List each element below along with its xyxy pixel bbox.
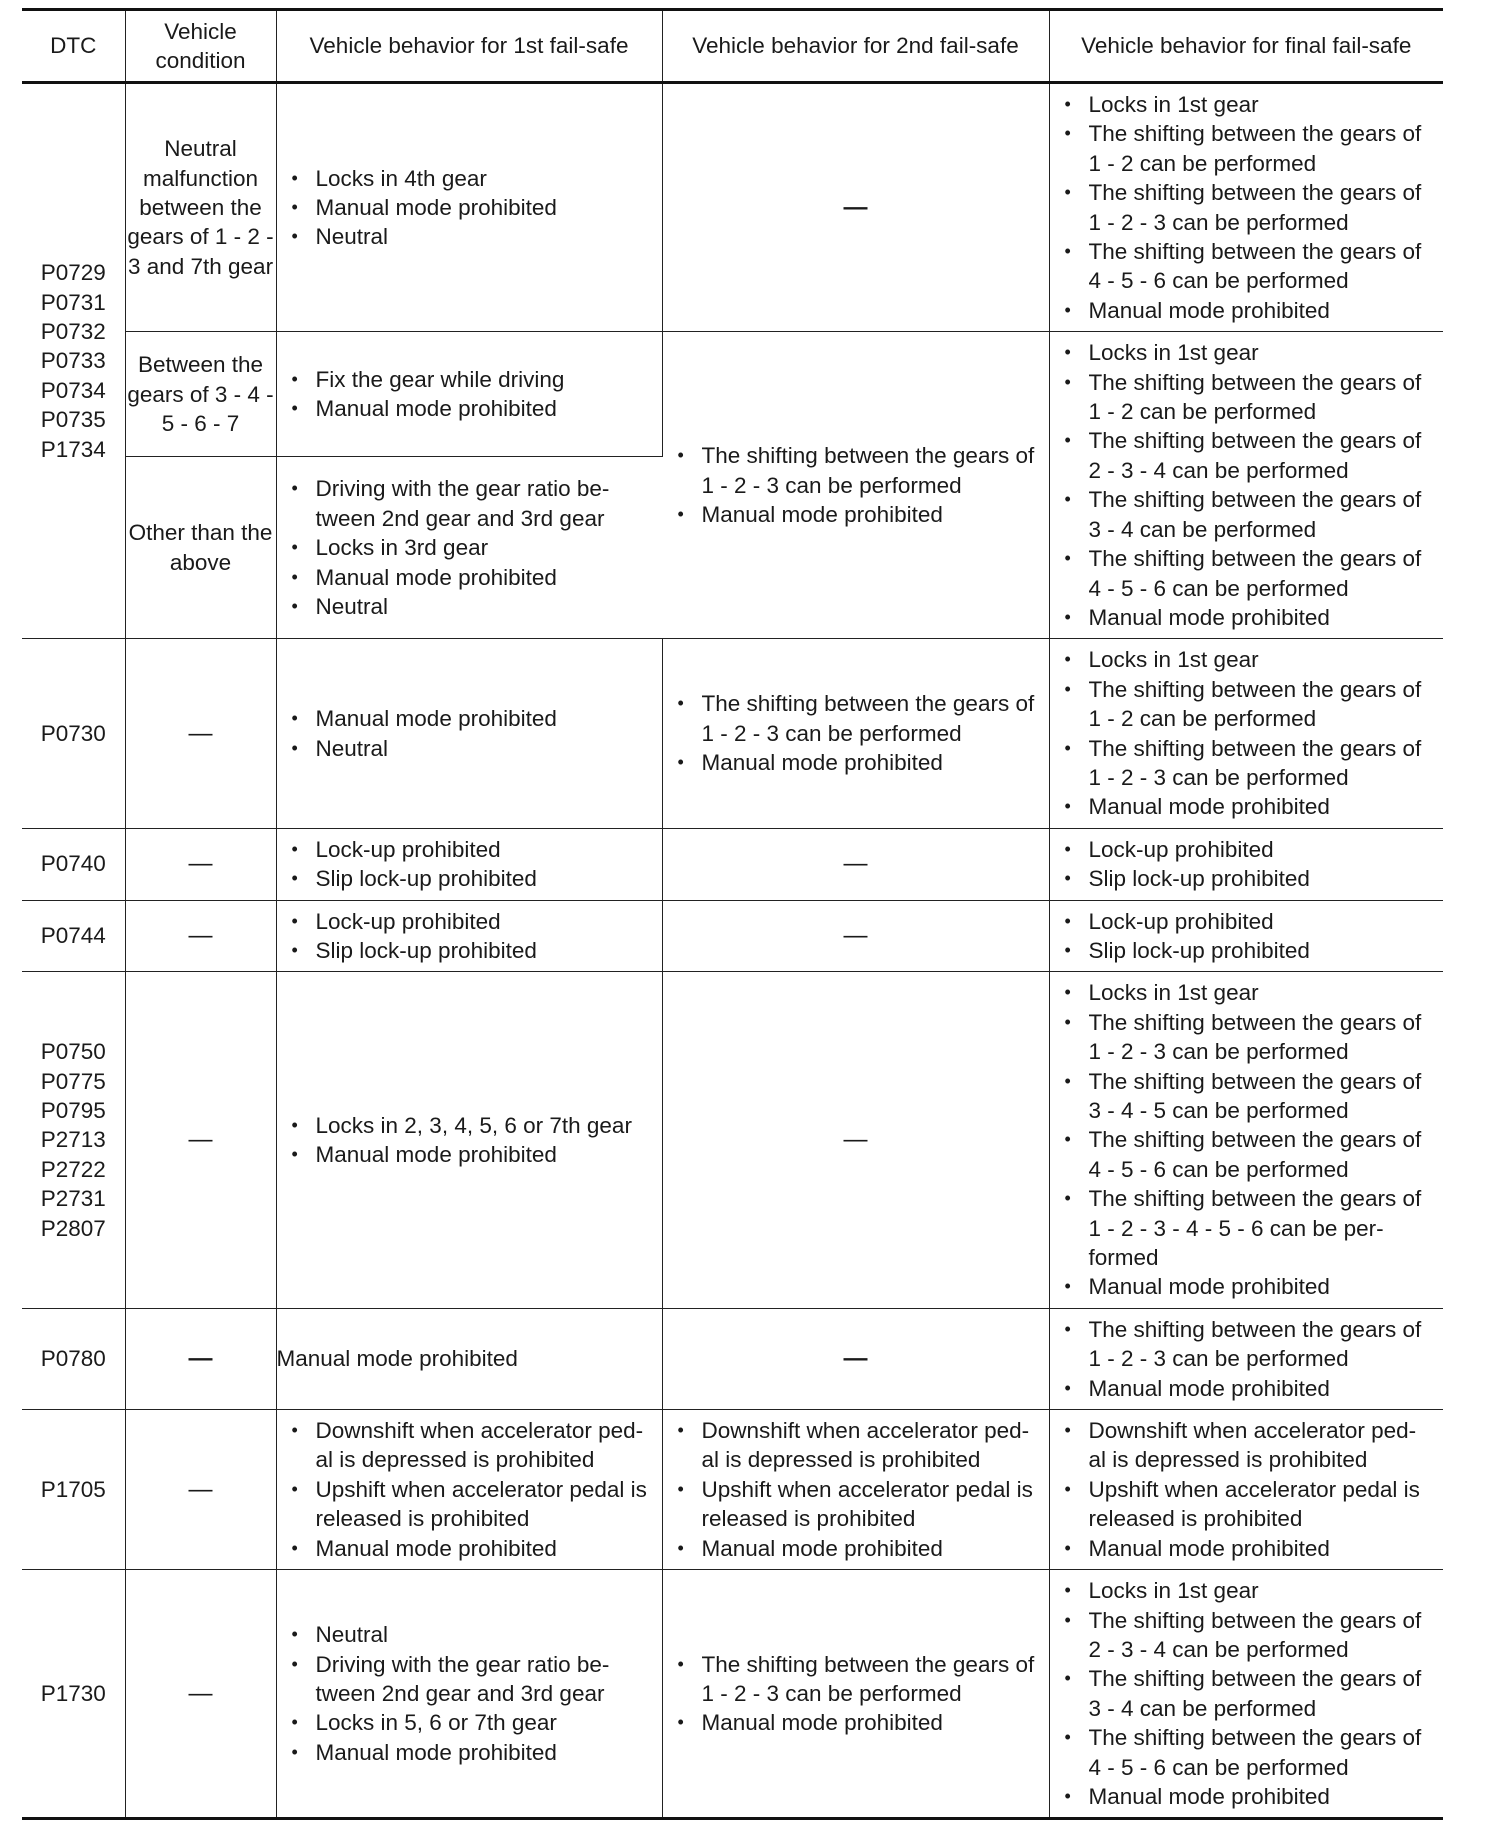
list-item: • The shifting between the gears of 1 - 2 - 3 can be performed bbox=[702, 1650, 1043, 1709]
list-item: • The shifting between the gears of 1 - 2 - 3 can be performed bbox=[1089, 1008, 1438, 1067]
first-fail-safe-cell: Manual mode prohibited bbox=[276, 1308, 662, 1409]
dtc-cell: P0744 bbox=[22, 900, 125, 972]
list-item: • The shifting between the gears of 4 - 5 - 6 can be performed bbox=[1089, 237, 1438, 296]
second-fail-safe-cell: — bbox=[662, 1308, 1049, 1409]
first-fail-safe-cell bbox=[276, 972, 662, 1308]
dtc-code: P1734 bbox=[40, 436, 106, 462]
list-item: • Locks in 1st gear bbox=[1089, 645, 1438, 674]
list-item: • Driving with the gear ratio be- tween 2nd gear and 3rd gear bbox=[316, 1650, 656, 1709]
list-item: • Slip lock-up prohibited bbox=[316, 864, 656, 893]
list-item: • Manual mode prohibited bbox=[316, 1738, 656, 1767]
list-item: • The shifting between the gears of 1 - 2 - 3 can be performed bbox=[702, 689, 1043, 748]
list-item: • Downshift when accelerator ped- al is depressed is prohibited bbox=[702, 1416, 1043, 1475]
final-fail-safe-cell bbox=[1049, 900, 1443, 972]
condition-cell: — bbox=[125, 1410, 276, 1570]
list-item: • The shifting between the gears of 4 - 5 - 6 can be performed bbox=[1089, 544, 1438, 603]
dtc-cell: P0740 bbox=[22, 828, 125, 900]
list-item: • Manual mode prohibited bbox=[1089, 1374, 1438, 1403]
dtc-cell bbox=[22, 83, 125, 639]
first-fail-safe-cell bbox=[276, 457, 662, 639]
list-item: • The shifting between the gears of 4 - 5 - 6 can be performed bbox=[1089, 1125, 1438, 1184]
second-fail-safe-cell: — bbox=[662, 83, 1049, 332]
list-item: • The shifting between the gears of 3 - 4 can be performed bbox=[1089, 1664, 1438, 1723]
condition-cell: — bbox=[125, 828, 276, 900]
table-row bbox=[22, 900, 1443, 972]
list-item: • Manual mode prohibited bbox=[316, 193, 656, 222]
dtc-code: P0731 bbox=[40, 289, 106, 315]
final-fail-safe-cell bbox=[1049, 1570, 1443, 1819]
condition-cell: — bbox=[125, 900, 276, 972]
condition-cell: — bbox=[125, 1308, 276, 1409]
list-item: • Locks in 3rd gear bbox=[316, 533, 657, 562]
dtc-code: P0732 bbox=[40, 319, 106, 345]
list-item: • Manual mode prohibited bbox=[1089, 1534, 1438, 1563]
condition-cell: — bbox=[125, 972, 276, 1308]
list-item: • Slip lock-up prohibited bbox=[1089, 936, 1438, 965]
list-item: • Neutral bbox=[316, 592, 657, 621]
second-fail-safe-cell bbox=[662, 1410, 1049, 1570]
final-fail-safe-cell bbox=[1049, 828, 1443, 900]
dtc-cell: P0780 bbox=[22, 1308, 125, 1409]
dtc-code: P0734 bbox=[40, 377, 106, 403]
first-fail-safe-cell bbox=[276, 83, 662, 332]
list-item: • The shifting between the gears of 1 - 2 - 3 can be performed bbox=[1089, 734, 1438, 793]
list-item: • The shifting between the gears of 1 - 2 - 3 can be performed bbox=[1089, 178, 1438, 237]
list-item: • Driving with the gear ratio be- tween 2nd gear and 3rd gear bbox=[316, 474, 657, 533]
condition-cell: Between the gears of 3 - 4 - 5 - 6 - 7 bbox=[125, 332, 276, 457]
header-row bbox=[22, 10, 1443, 83]
list-item: • The shifting between the gears of 3 - 4 can be performed bbox=[1089, 485, 1438, 544]
list-item: • Neutral bbox=[316, 734, 656, 763]
header-first-fail-safe: Vehicle behavior for 1st fail-safe bbox=[276, 10, 662, 83]
first-fail-safe-cell bbox=[276, 1570, 662, 1819]
list-item: • Slip lock-up prohibited bbox=[1089, 864, 1438, 893]
table-header bbox=[22, 10, 1443, 83]
list-item: • The shifting between the gears of 1 - 2 - 3 can be performed bbox=[702, 441, 1043, 500]
list-item: • Downshift when accelerator ped- al is depressed is prohibited bbox=[1089, 1416, 1438, 1475]
final-fail-safe-cell bbox=[1049, 332, 1443, 639]
list-item: • Locks in 2, 3, 4, 5, 6 or 7th gear bbox=[316, 1111, 656, 1140]
list-item: • Lock-up prohibited bbox=[316, 835, 656, 864]
header-dtc: DTC bbox=[22, 10, 125, 83]
table-row bbox=[22, 332, 1443, 457]
list-item: • The shifting between the gears of 1 - 2 can be performed bbox=[1089, 119, 1438, 178]
dtc-code: P0733 bbox=[40, 348, 106, 374]
list-item: • Neutral bbox=[316, 222, 656, 251]
list-item: • Manual mode prohibited bbox=[1089, 792, 1438, 821]
final-fail-safe-cell bbox=[1049, 639, 1443, 828]
header-second-fail-safe: Vehicle behavior for 2nd fail-safe bbox=[662, 10, 1049, 83]
list-item: • Manual mode prohibited bbox=[316, 563, 657, 592]
dtc-code: P2722 bbox=[40, 1156, 106, 1182]
condition-cell: — bbox=[125, 1570, 276, 1819]
list-item: • Manual mode prohibited bbox=[1089, 296, 1438, 325]
table-row bbox=[22, 972, 1443, 1308]
list-item: • Locks in 5, 6 or 7th gear bbox=[316, 1708, 656, 1737]
dtc-code: P0795 bbox=[40, 1098, 106, 1123]
first-fail-safe-cell bbox=[276, 900, 662, 972]
list-item: • The shifting between the gears of 4 - 5 - 6 can be performed bbox=[1089, 1723, 1438, 1782]
dtc-code: P0775 bbox=[40, 1068, 106, 1094]
first-fail-safe-cell bbox=[276, 332, 662, 457]
first-fail-safe-cell bbox=[276, 1410, 662, 1570]
list-item: • The shifting between the gears of 1 - 2 - 3 can be performed bbox=[1089, 1315, 1438, 1374]
list-item: • The shifting between the gears of 1 - 2 - 3 - 4 - 5 - 6 can be per- formed bbox=[1089, 1184, 1438, 1272]
second-fail-safe-cell bbox=[662, 332, 1049, 639]
table-row bbox=[22, 1308, 1443, 1409]
dtc-cell bbox=[22, 972, 125, 1308]
list-item: • Locks in 1st gear bbox=[1089, 1576, 1438, 1605]
list-item: • Lock-up prohibited bbox=[1089, 907, 1438, 936]
dtc-cell: P0730 bbox=[22, 639, 125, 828]
header-final-fail-safe: Vehicle behavior for final fail-safe bbox=[1049, 10, 1443, 83]
list-item: • Lock-up prohibited bbox=[1089, 835, 1438, 864]
final-fail-safe-cell bbox=[1049, 1308, 1443, 1409]
list-item: • Manual mode prohibited bbox=[316, 394, 656, 423]
list-item: • The shifting between the gears of 3 - 4 - 5 can be performed bbox=[1089, 1067, 1438, 1126]
list-item: • Upshift when accelerator pedal is released is prohibited bbox=[1089, 1475, 1438, 1534]
list-item: • Manual mode prohibited bbox=[702, 748, 1043, 777]
list-item: • Upshift when accelerator pedal is released is prohibited bbox=[316, 1475, 656, 1534]
table-row bbox=[22, 1570, 1443, 1819]
list-item: • Upshift when accelerator pedal is released is prohibited bbox=[702, 1475, 1043, 1534]
table-row bbox=[22, 828, 1443, 900]
table-body bbox=[22, 83, 1443, 1819]
table-row bbox=[22, 83, 1443, 332]
list-item: • Manual mode prohibited bbox=[702, 1534, 1043, 1563]
list-item: • Manual mode prohibited bbox=[316, 704, 656, 733]
header-vehicle-condition: Vehicle condition bbox=[125, 10, 276, 83]
dtc-cell: P1730 bbox=[22, 1570, 125, 1819]
dtc-code: P2731 bbox=[40, 1186, 106, 1212]
dtc-cell: P1705 bbox=[22, 1410, 125, 1570]
first-fail-safe-cell bbox=[276, 828, 662, 900]
list-item: • Manual mode prohibited bbox=[702, 1708, 1043, 1737]
list-item: • Locks in 1st gear bbox=[1089, 338, 1438, 367]
list-item: • The shifting between the gears of 2 - 3 - 4 can be performed bbox=[1089, 1606, 1438, 1665]
list-item: • Manual mode prohibited bbox=[702, 500, 1043, 529]
dtc-code: P0750 bbox=[40, 1039, 106, 1065]
list-item: • The shifting between the gears of 1 - 2 can be performed bbox=[1089, 368, 1438, 427]
dtc-code: P0735 bbox=[40, 407, 106, 433]
condition-cell: Neutral malfunction between the gears of 1 - 2 - 3 and 7th gear bbox=[125, 83, 276, 332]
list-item: • Lock-up prohibited bbox=[316, 907, 656, 936]
second-fail-safe-cell: — bbox=[662, 900, 1049, 972]
list-item: • The shifting between the gears of 1 - 2 can be performed bbox=[1089, 675, 1438, 734]
list-item: • Slip lock-up prohibited bbox=[316, 936, 656, 965]
first-fail-safe-cell bbox=[276, 639, 662, 828]
second-fail-safe-cell bbox=[662, 1570, 1049, 1819]
list-item: • Fix the gear while driving bbox=[316, 365, 656, 394]
final-fail-safe-cell bbox=[1049, 972, 1443, 1308]
list-item: • Downshift when accelerator ped- al is depressed is prohibited bbox=[316, 1416, 656, 1475]
condition-cell: — bbox=[125, 639, 276, 828]
list-item: • The shifting between the gears of 2 - 3 - 4 can be performed bbox=[1089, 426, 1438, 485]
final-fail-safe-cell bbox=[1049, 83, 1443, 332]
list-item: • Manual mode prohibited bbox=[1089, 1782, 1438, 1811]
list-item: • Locks in 1st gear bbox=[1089, 90, 1438, 119]
dtc-code: P2713 bbox=[40, 1127, 106, 1153]
table-row bbox=[22, 1410, 1443, 1570]
list-item: • Locks in 4th gear bbox=[316, 164, 656, 193]
list-item: • Manual mode prohibited bbox=[1089, 1272, 1438, 1301]
list-item: • Manual mode prohibited bbox=[1089, 603, 1438, 632]
second-fail-safe-cell: — bbox=[662, 828, 1049, 900]
list-item: • Manual mode prohibited bbox=[316, 1534, 656, 1563]
dtc-code: P0729 bbox=[40, 260, 106, 286]
final-fail-safe-cell bbox=[1049, 1410, 1443, 1570]
failsafe-table bbox=[22, 8, 1443, 1820]
second-fail-safe-cell bbox=[662, 639, 1049, 828]
second-fail-safe-cell: — bbox=[662, 972, 1049, 1308]
table-row bbox=[22, 639, 1443, 828]
list-item: • Locks in 1st gear bbox=[1089, 978, 1438, 1007]
dtc-code: P2807 bbox=[40, 1215, 106, 1241]
list-item: • Manual mode prohibited bbox=[316, 1140, 656, 1169]
list-item: • Neutral bbox=[316, 1620, 656, 1649]
condition-cell: Other than the above bbox=[125, 457, 276, 639]
